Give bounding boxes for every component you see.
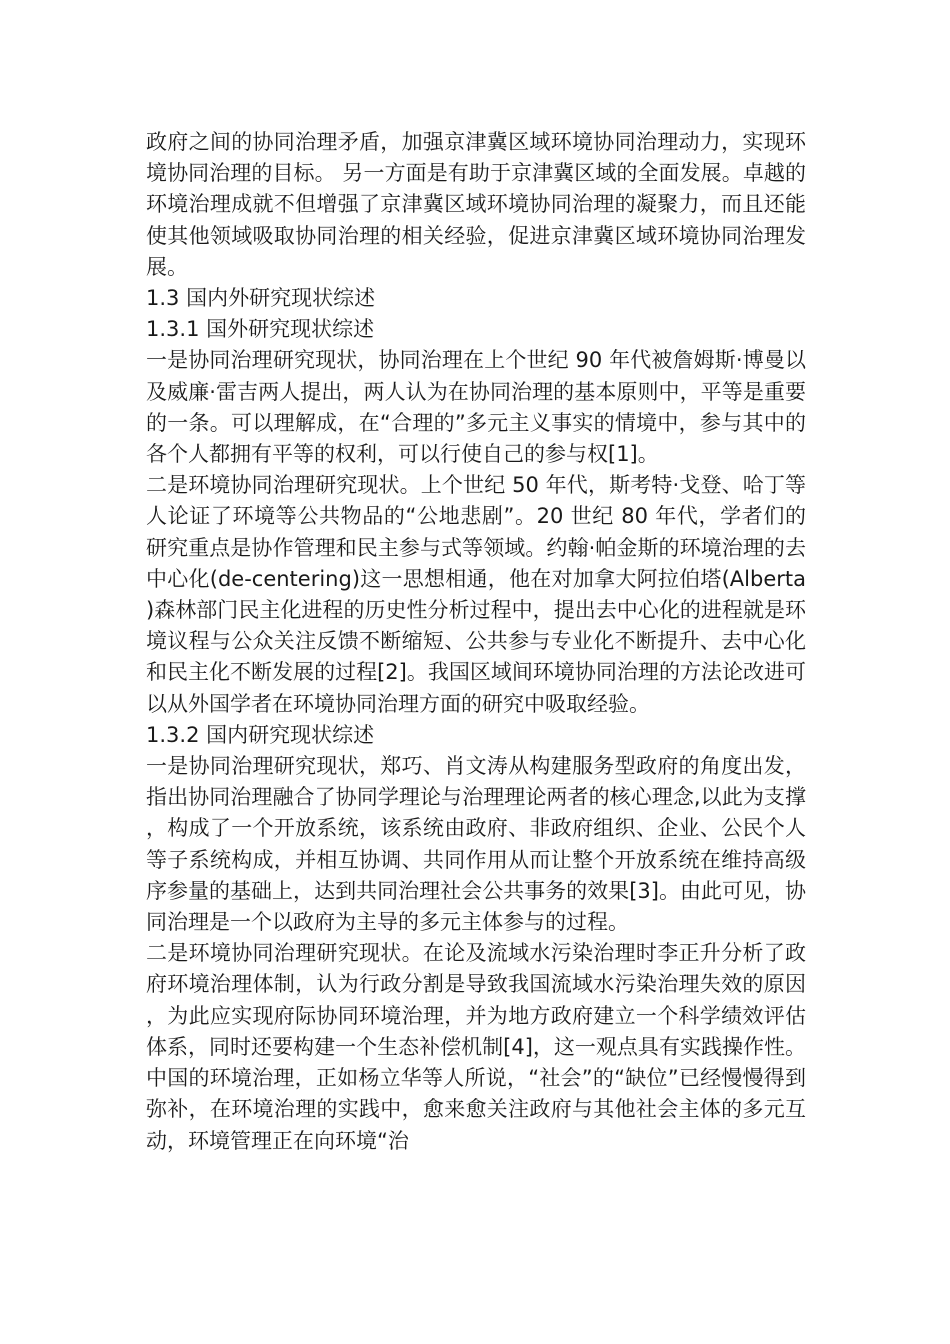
- paragraph-foreign-collaborative-governance: 一是协同治理研究现状，协同治理在上个世纪 90 年代被詹姆斯·博曼以及威廉·雷吉两人提出，两人认为在协同治理的基本原则中，平等是重要的一条。可以理解成，在“合理的”多元主义事实的情境中，参与其中的各个人都拥有平等的权利，可以行使自己的参与权[1]。: [146, 348, 806, 467]
- section-heading-1-3-1: 1.3.1 国外研究现状综述: [146, 317, 375, 342]
- paragraph-domestic-environmental-governance: 二是环境协同治理研究现状。在论及流域水污染治理时李正升分析了政府环境治理体制，认为行政分割是导致我国流域水污染治理失效的原因，为此应实现府际协同环境治理，并为地方政府建立一个科学绩效评估体系，同时还要构建一个生态补偿机制[4]，这一观点具有实践操作性。中国的环境治理，正如杨立华等人所说，“社会”的“缺位”已经慢慢得到弥补，在环境治理的实践中，愈来愈关注政府与其他社会主体的多元互动，环境管理正在向环境“治: [146, 941, 806, 1153]
- paragraph-foreign-environmental-governance: 二是环境协同治理研究现状。上个世纪 50 年代，斯考特·戈登、哈丁等人论证了环境等公共物品的“公地悲剧”。20 世纪 80 年代，学者们的研究重点是协作管理和民主参与式等领域。约翰·帕金斯的环境治理的去中心化(de-centering)这一思想相通，他在对加拿大阿拉伯塔(Alberta)森林部门民主化进程的历史性分析过程中，提出去中心化的进程就是环境议程与公众关注反馈不断缩短、公共参与专业化不断提升、去中心化和民主化不断发展的过程[2]。我国区域间环境协同治理的方法论改进可以从外国学者在环境协同治理方面的研究中吸取经验。: [146, 473, 806, 716]
- section-heading-1-3: 1.3 国内外研究现状综述: [146, 286, 376, 311]
- paragraph-intro: 政府之间的协同治理矛盾，加强京津冀区域环境协同治理动力，实现环境协同治理的目标。 另一方面是有助于京津冀区域的全面发展。卓越的环境治理成就不但增强了京津冀区域环境协同治理的凝聚力，而且还能使其他领域吸取协同治理的相关经验，促进京津冀区域环境协同治理发展。: [146, 130, 806, 279]
- body-text: [146, 127, 806, 1157]
- paragraph-domestic-collaborative-governance: 一是协同治理研究现状，郑巧、肖文涛从构建服务型政府的角度出发，指出协同治理融合了协同学理论与治理理论两者的核心理念,以此为支撑，构成了一个开放系统，该系统由政府、非政府组织、企业、公民个人等子系统构成，并相互协调、共同作用从而让整个开放系统在维持高级序参量的基础上，达到共同治理社会公共事务的效果[3]。由此可见，协同治理是一个以政府为主导的多元主体参与的过程。: [146, 754, 806, 935]
- section-heading-1-3-2: 1.3.2 国内研究现状综述: [146, 722, 375, 747]
